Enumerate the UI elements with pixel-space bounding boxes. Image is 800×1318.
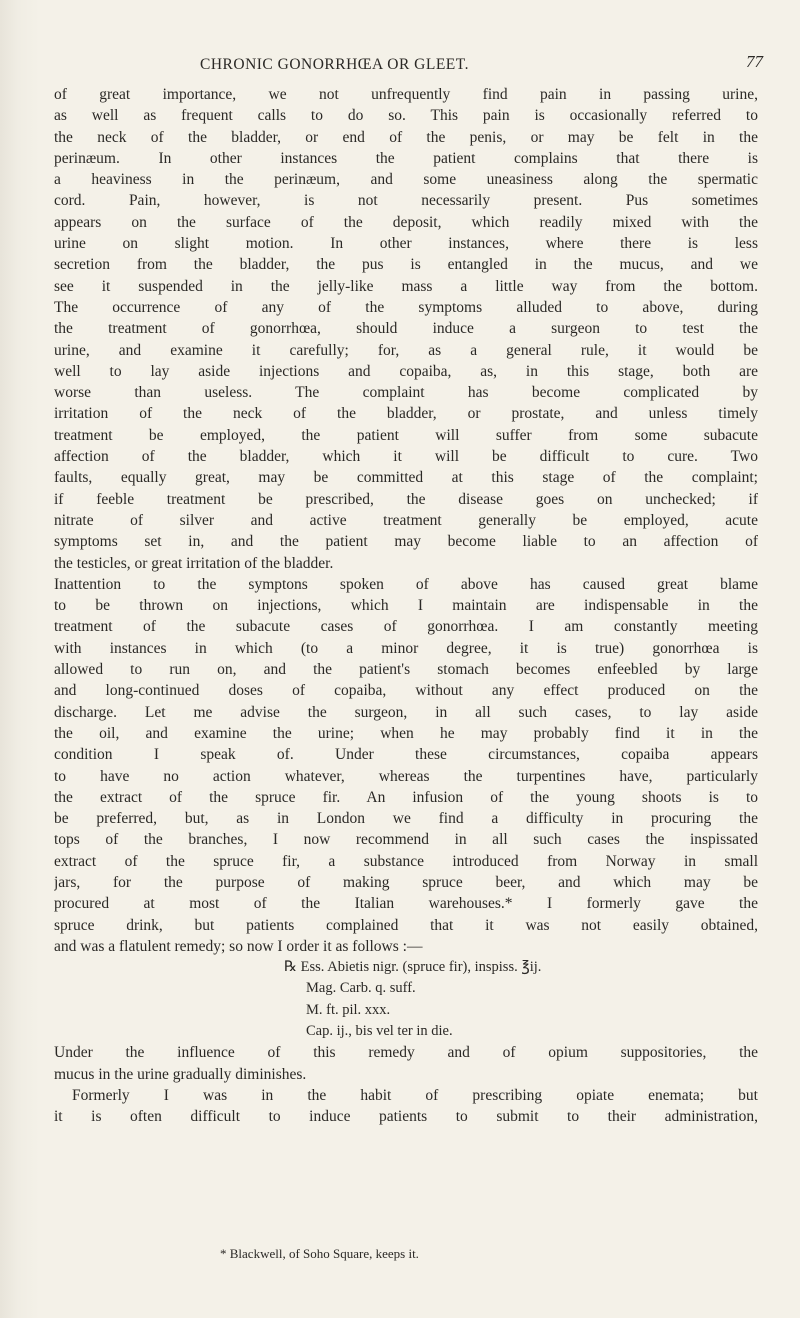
text-line: allowed to run on, and the patient's stomach becomes enfeebled by large (54, 661, 758, 679)
text-line: procured at most of the Italian warehouses.* I formerly gave the (54, 895, 758, 913)
text-line: Formerly I was in the habit of prescribing opiate enemata; but (72, 1086, 758, 1104)
text-line: Cap. ij., bis vel ter in die. (306, 1023, 453, 1040)
text-line: condition I speak of. Under these circumstances, copaiba appears (54, 746, 758, 764)
text-line: cord. Pain, however, is not necessarily present. Pus sometimes (54, 192, 758, 210)
text-line: be preferred, but, as in London we find a difficulty in procuring the (54, 810, 758, 828)
text-line: discharge. Let me advise the surgeon, in all such cases, to lay aside (54, 703, 758, 721)
text-line: and was a flatulent remedy; so now I order it as follows :— (54, 937, 423, 955)
text-line: nitrate of silver and active treatment generally be employed, acute (54, 511, 758, 529)
text-line: treatment of the subacute cases of gonorrhœa. I am constantly meeting (54, 618, 758, 636)
text-line: secretion from the bladder, the pus is entangled in the mucus, and we (54, 256, 758, 274)
text-line: Mag. Carb. q. suff. (306, 980, 416, 997)
text-line: symptoms set in, and the patient may become liable to an affection of (54, 533, 758, 551)
text-line: the treatment of gonorrhœa, should induce a surgeon to test the (54, 320, 758, 338)
text-line: the oil, and examine the urine; when he may probably find it in the (54, 724, 758, 742)
text-line: extract of the spruce fir, a substance introduced from Norway in small (54, 852, 758, 870)
text-line: the neck of the bladder, or end of the penis, or may be felt in the (54, 128, 758, 146)
text-line: mucus in the urine gradually diminishes. (54, 1065, 307, 1083)
text-line: Under the influence of this remedy and of opium suppositories, the (54, 1044, 758, 1062)
text-line: as well as frequent calls to do so. This pain is occasionally referred to (54, 107, 758, 125)
text-line: tops of the branches, I now recommend in all such cases the inspissated (54, 831, 758, 849)
text-line: urine, and examine it carefully; for, as a general rule, it would be (54, 341, 758, 359)
text-line: see it suspended in the jelly-like mass a little way from the bottom. (54, 277, 758, 295)
text-line: jars, for the purpose of making spruce beer, and which may be (54, 873, 758, 891)
body-text (54, 84, 758, 1128)
footnote: * Blackwell, of Soho Square, keeps it. (220, 1246, 419, 1261)
text-line: urine on slight motion. In other instances, where there is less (54, 235, 758, 253)
text-line: treatment be employed, the patient will suffer from some subacute (54, 426, 758, 444)
text-line: of great importance, we not unfrequently find pain in passing urine, (54, 86, 758, 103)
text-line: the testicles, or great irritation of the bladder. (54, 554, 334, 572)
text-line: ℞ Ess. Abietis nigr. (spruce fir), inspiss. ℥ij. (284, 959, 542, 976)
text-line: well to lay aside injections and copaiba, as, in this stage, both are (54, 362, 758, 380)
running-title: CHRONIC GONORRHŒA OR GLEET. (200, 56, 469, 73)
text-line: appears on the surface of the deposit, which readily mixed with the (54, 213, 758, 231)
text-line: worse than useless. The complaint has become complicated by (54, 384, 758, 402)
text-line: a heaviness in the perinæum, and some uneasiness along the spermatic (54, 171, 758, 189)
text-line: affection of the bladder, which it will be difficult to cure. Two (54, 448, 758, 466)
text-line: The occurrence of any of the symptoms alluded to above, during (54, 298, 758, 316)
text-line: perinæum. In other instances the patient complains that there is (54, 149, 758, 167)
text-line: irritation of the neck of the bladder, or prostate, and unless timely (54, 405, 758, 423)
text-line: and long-continued doses of copaiba, without any effect produced on the (54, 682, 758, 700)
text-line: spruce drink, but patients complained that it was not easily obtained, (54, 916, 758, 934)
text-line: it is often difficult to induce patients to submit to their administration, (54, 1108, 758, 1126)
text-line: the extract of the spruce fir. An infusion of the young shoots is to (54, 788, 758, 806)
text-line: M. ft. pil. xxx. (306, 1001, 391, 1018)
text-line: Inattention to the symptons spoken of above has caused great blame (54, 575, 758, 593)
text-line: if feeble treatment be prescribed, the disease goes on unchecked; if (54, 490, 758, 508)
text-line: to have no action whatever, whereas the turpentines have, particularly (54, 767, 758, 785)
text-line: faults, equally great, may be committed at this stage of the complaint; (54, 469, 758, 487)
text-line: with instances in which (to a minor degree, it is true) gonorrhœa is (54, 639, 758, 657)
text-line: to be thrown on injections, which I maintain are indispensable in the (54, 597, 758, 615)
page-number: 77 (746, 52, 763, 71)
